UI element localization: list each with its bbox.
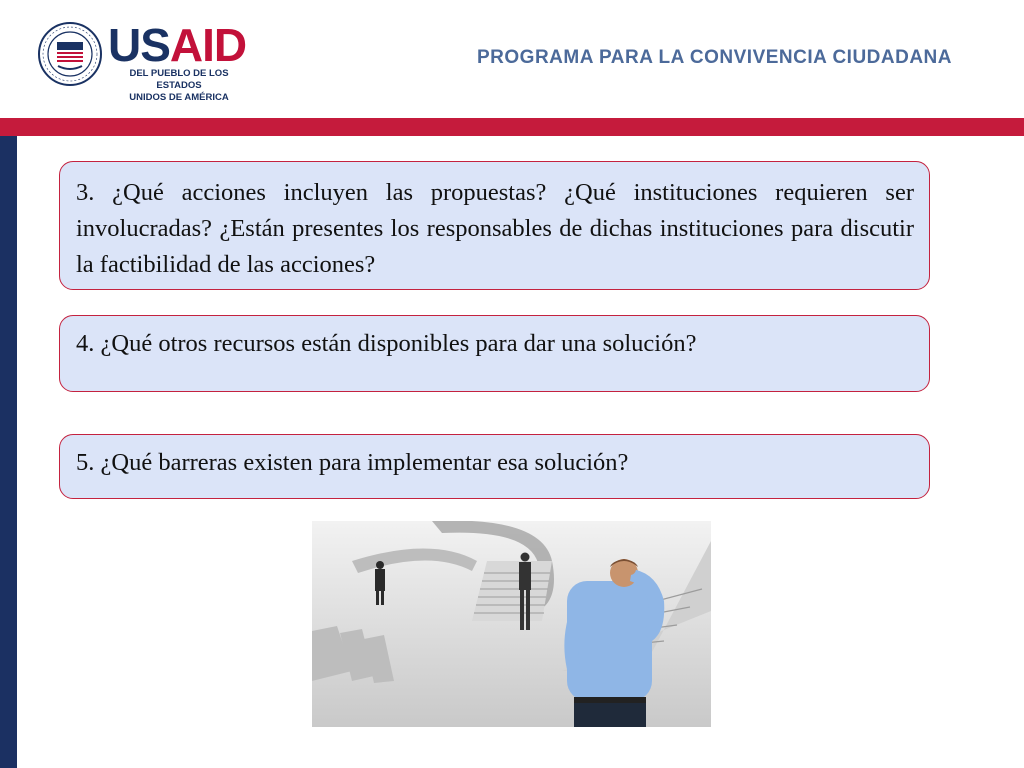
usaid-seal-icon (38, 22, 102, 86)
usaid-logo-subtitle: DEL PUEBLO DE LOS ESTADOS UNIDOS DE AMÉRICA (129, 68, 229, 103)
question-text-5: 5. ¿Qué barreras existen para implementar esa solución? (76, 449, 629, 476)
question-box-3 (59, 161, 930, 290)
slide-header (0, 0, 1024, 118)
question-text-4: 4. ¿Qué otros recursos están disponibles para dar una solución? (76, 330, 697, 357)
question-box-5 (59, 434, 930, 499)
usaid-logo-wordmark: USAID (108, 19, 247, 71)
left-side-bar (0, 136, 17, 768)
header-divider-band (0, 118, 1024, 136)
question-box-4 (59, 315, 930, 392)
staircase-photo (312, 521, 711, 727)
question-text-3: 3. ¿Qué acciones incluyen las propuestas? ¿Qué instituciones requieren ser involucradas? ¿Están presentes los responsables de dichas instituciones para discutir la factibilidad de las acciones? (76, 179, 914, 278)
program-title: PROGRAMA PARA LA CONVIVENCIA CIUDADANA (477, 47, 952, 68)
